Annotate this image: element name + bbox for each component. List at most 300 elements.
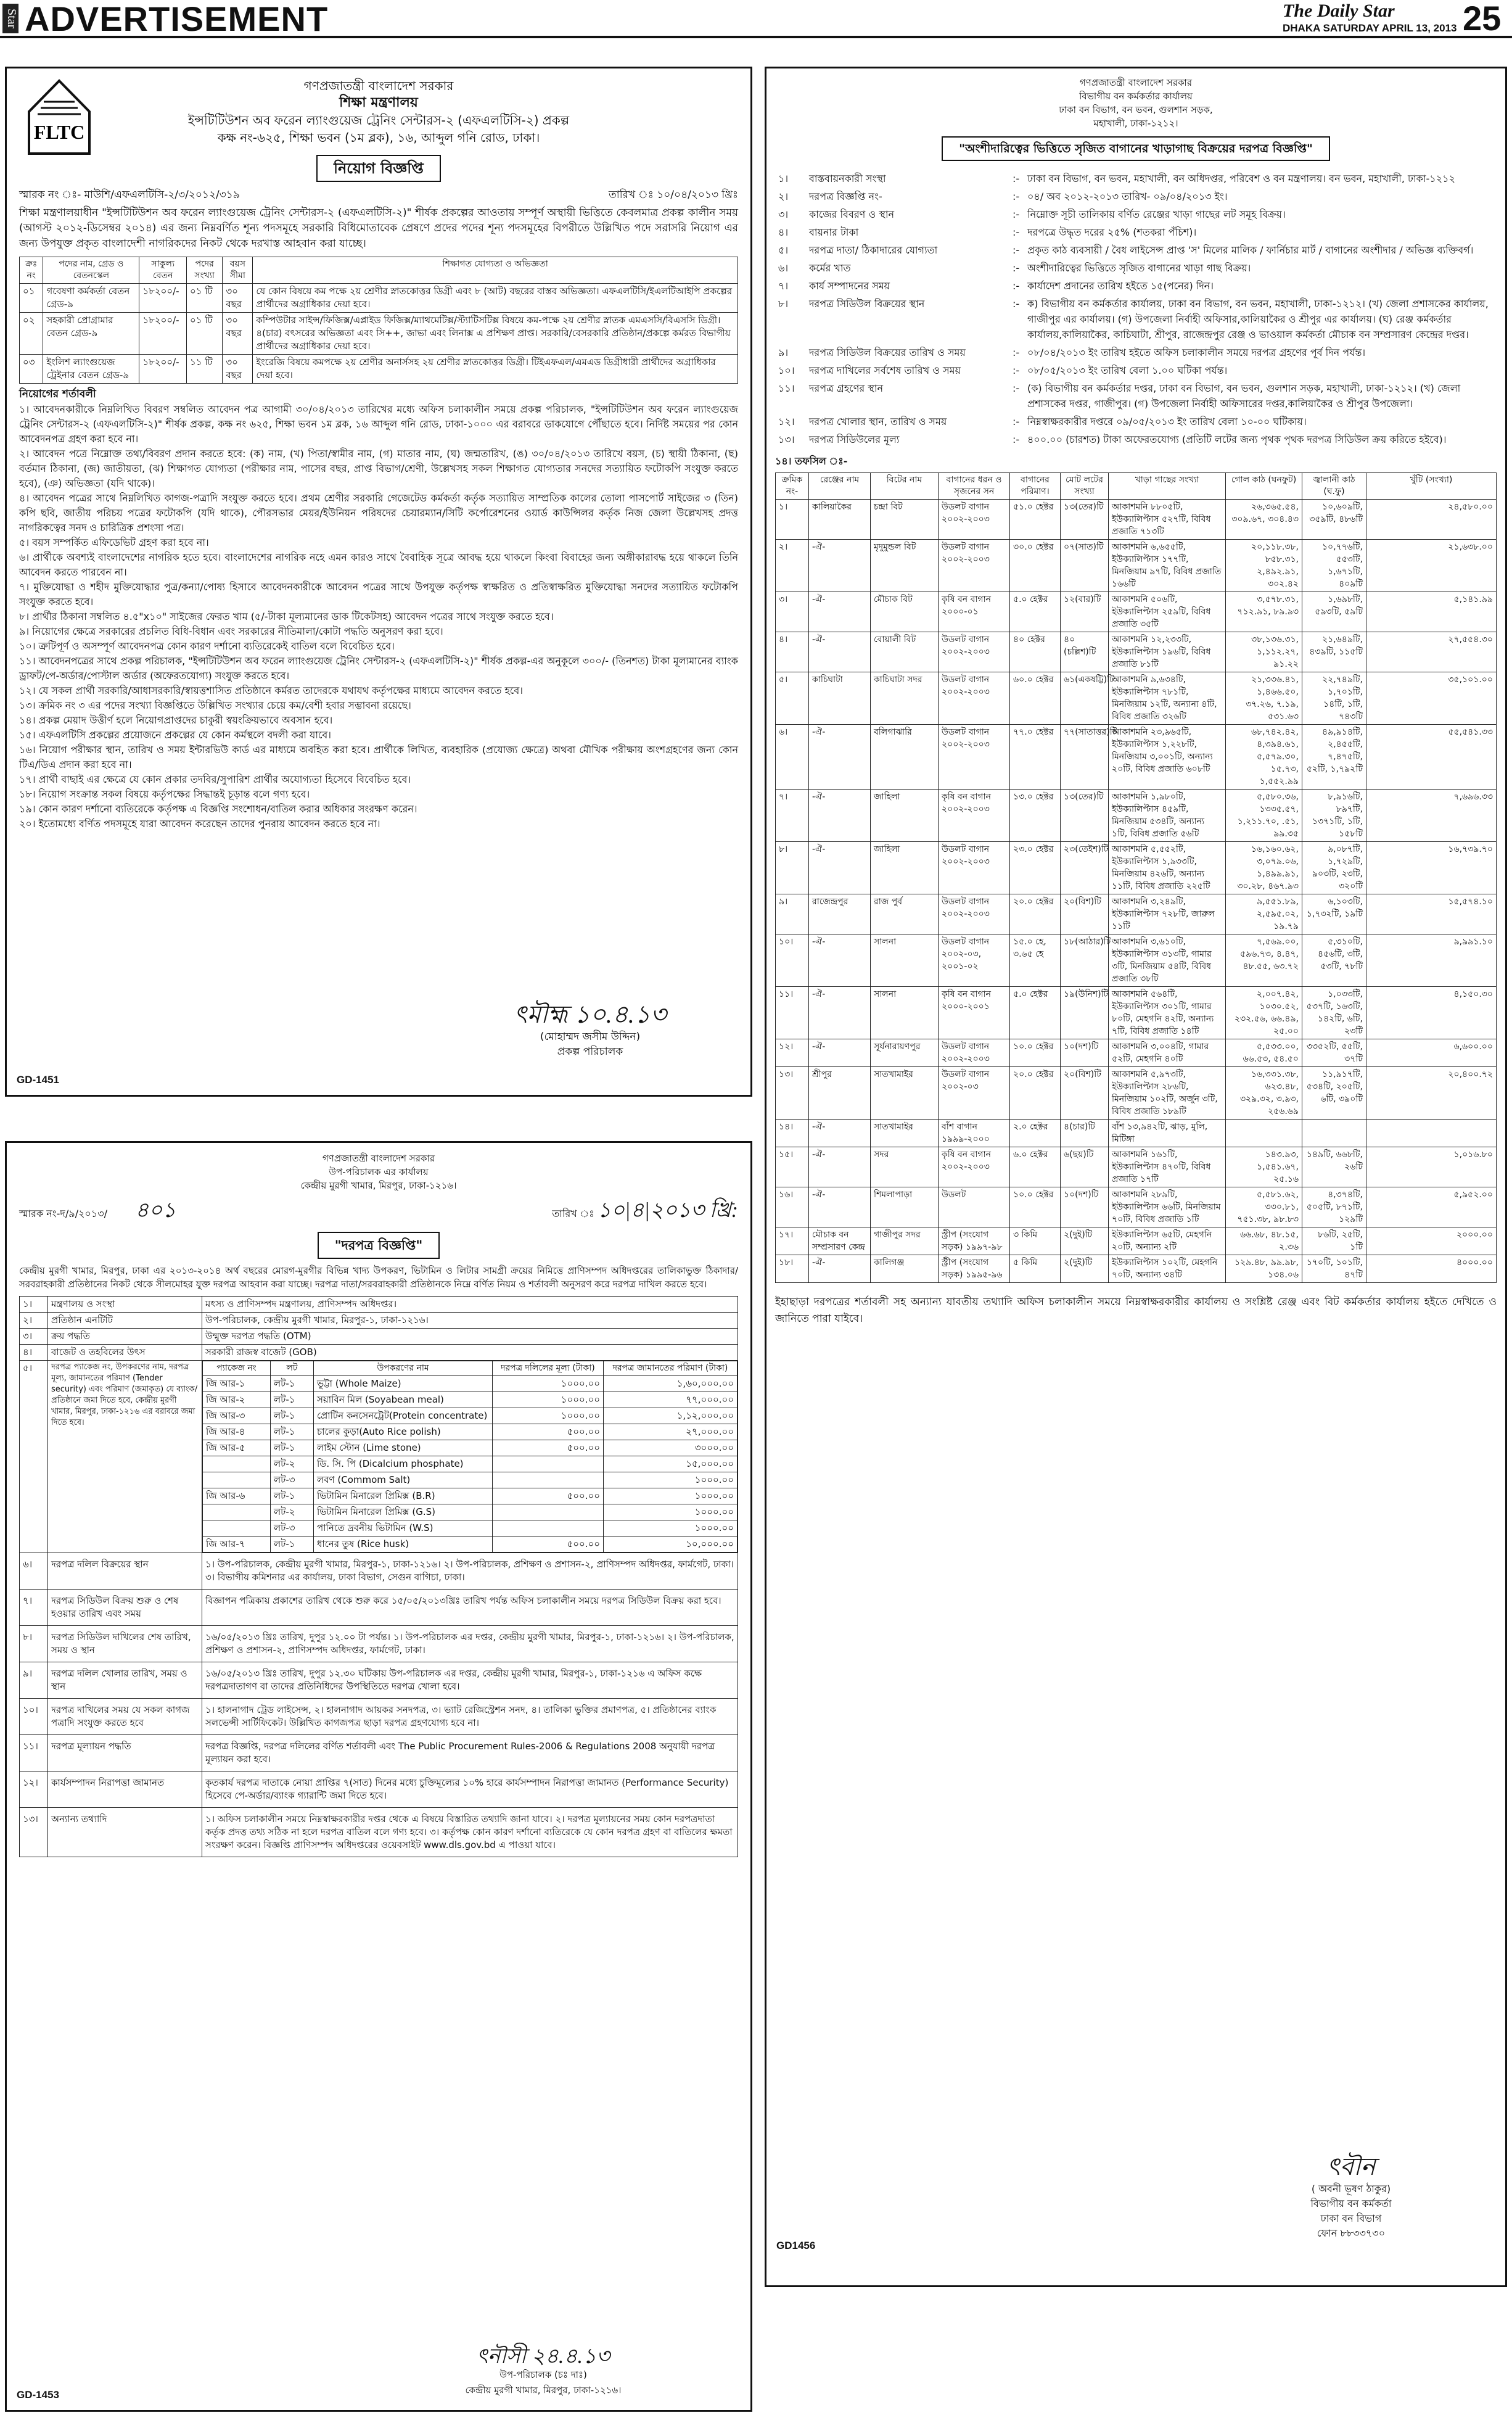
info-cell-value: মৎস্য ও প্রাণিসম্পদ মন্ত্রণালয়, প্রাণিসম্পদ অধিদপ্তর। bbox=[202, 1297, 738, 1313]
lot-cell-lot: লট-১ bbox=[271, 1536, 314, 1553]
recruitment-ad bbox=[5, 67, 752, 1097]
lot-cell-item: প্রোটিন কনসেনট্রেট(Protein concentrate) bbox=[314, 1408, 493, 1424]
table-row bbox=[775, 223, 1497, 241]
lot-cell-security: ১০০০.০০ bbox=[604, 1488, 738, 1504]
table-row bbox=[776, 1187, 1497, 1227]
schedule-header: বিটের নাম bbox=[871, 473, 939, 500]
term-item: ৮। প্রার্থীর ঠিকানা সম্বলিত ৪.৫"x১০" সাইজের ফেরত খাম (৫/-টাকা মূল্যমানের ডাক টিকেটসহ) আবেদন পত্রের সাথে সংযুক্ত করতে হবে। bbox=[19, 611, 554, 622]
lot-cell-pkg: জি আর-৭ bbox=[203, 1536, 271, 1553]
table-row bbox=[20, 1808, 738, 1857]
schedule-cell-no: ৪। bbox=[776, 632, 809, 672]
info-value: ক) বিভাগীয় বন কর্মকর্তার কার্যালয়, ঢাকা বন বিভাগ, বন ভবন, মহাখালী, ঢাকা-১২১২। (খ) জেলা প্রশাসকের কার্যালয়, গাজীপুর এর কার্যালয়। (গ) উপজেলা নির্বাহী অফিসার,কালিয়াকৈর ও শ্রীপুর এর কার্যালয়। (ঘ) রেঞ্জ কর্মকর্তার কার্যালয়,কালিয়াকৈর, কাচিঘাটা, শ্রীপুর, রাজেন্দ্রপুর রেঞ্জ ও ভাওয়াল কর্মকর্তা মৌচাক বন সম্প্রসারণ কেন্দ্রের দপ্তর। bbox=[1027, 298, 1489, 340]
info-value: কার্যাদেশ প্রদানের তারিখ হইতে ১৫(পনের) দিন। bbox=[1027, 280, 1214, 292]
info-value: নিম্নোক্ত সূচী তালিকায় বর্ণিত রেঞ্জের খাড়া গাছের লট সমূহ বিক্রয়। bbox=[1027, 208, 1286, 220]
schedule-cell-beat: বোয়ালী বিট bbox=[871, 632, 939, 672]
schedule-cell-no: ৩। bbox=[776, 592, 809, 632]
table-row bbox=[776, 1227, 1497, 1255]
ad2-office: উপ-পরিচালক এর কার্যালয় bbox=[329, 1166, 429, 1178]
lot-cell-pkg: জি আর-৩ bbox=[203, 1408, 271, 1424]
schedule-cell-log: ৫,৫৮০.৩৬, ১৩৩৫.৫৭, ১,২১১.৭০, .৫১, ৯৯.৩৫ bbox=[1226, 790, 1302, 842]
info-no: ৮। bbox=[778, 298, 789, 310]
table-row bbox=[20, 284, 738, 313]
schedule-cell-fuel: ২১,৬৪৯টি, ৪৩৯টি, ১১৫টি bbox=[1302, 632, 1366, 672]
page-number: 25 bbox=[1463, 0, 1502, 38]
lot-cell-price bbox=[493, 1456, 604, 1472]
ad2-signer-office: উপ-পরিচালক (চঃ দাঃ) bbox=[499, 2369, 587, 2380]
table-row bbox=[203, 1456, 738, 1472]
tender-info-table: ১। মন্ত্রণালয় ও সংস্থা মৎস্য ও প্রাণিসম্পদ মন্ত্রণালয়, প্রাণিসম্পদ অধিদপ্তর। ২। প্রতিষ্ঠান এনটিটি উপ-পরিচালক, কেন্দ্রীয় মুরগী খামার, মিরপুর-১, ঢাকা-১২১৬। ৩। ক্রয় পদ্ধতি উন্মুক্ত দরপত্র পদ্ধতি (OTM) ৪। বাজেট ও তহবিলের উৎস সরকারী রাজস্ব বাজেট (GOB) ৫। দরপত্র প্যাকেজ নং, উপকরণের নাম, দরপত্র মূল্য, জামানতের পরিমাণ (Tender security) এবং পরিমাণ (জমাকৃত) যে ব্যাংক/প্রতিষ্ঠানে জমা দিতে হবে, কেন্দ্রীয় মুরগী খামার, মিরপুর, ঢাকা-১২১৬ এর বরাবরে জমা দিতে হবে। প্যাকেজ নং লট উপকরণের নাম দরপত্র দলিলের মূল্য (টাকা) দরপত্র জামানতের পরিমাণ (টাকা) জি আর-১ লট-১ ভুট্টা (Whole Maize) ১০০০.০০ ১,৬০,০০০.০০ জি আর-২ লট-১ সয়াবিন মিল (Soyabean meal) ১০০০.০০ ৭৭,০০০.০০ জি আর-৩ লট-১ প্রোটিন কনসেনট্রেট(Protein concentrate) ১০০০.০০ ১,১২,০০০.০০ জি আর-৪ লট-১ চালের কুড়া(Auto Rice polish) ৫০০.০০ ২৭,০০০.০০ জি আর-৫ লট-১ লাইম স্টোন (Lime stone) ৫০০.০০ ৩০০০.০০ লট-২ ডি. সি. পি (Dicalcium phosphate) ১৫,০০০.০০ লট-৩ লবণ (Commom Salt) ১০০০.০০ জি আর-৬ লট-১ ভিটামিন মিনারেল প্রিমিক্স (B.R) ৫০০.০০ ১০০০.০০ লট-২ ভিটামিন মিনারেল প্রিমিক্স (G.S) ১০০০.০০ লট-৩ পানিতে দ্রবনীয় ভিটামিন (W.S) ১০০০.০০ জি আর-৭ লট-১ ধানের তুষ (Rice husk) ৫০০.০০ ১০,০০০.০০ ৬। দরপত্র দলিল বিক্রয়ের স্থান ১। উপ-পরিচালক, কেন্দ্রীয় মুরগী খামার, মিরপুর-১, ঢাকা-১২১৬। ২। উপ-পরিচালক, প্রশিক্ষণ ও প্রশাসন-২, প্রাণিসম্পদ অধিদপ্তর, ফার্মগেট, ঢাকা। ৩। বিভাগীয় কমিশনার এর কার্যালয়, ঢাকা বিভাগ, সেগুন বাগিচা, ঢাকা। ৭। দরপত্র সিডিউল বিক্রয় শুরু ও শেষ হওয়ার তারিখ এবং সময় বিজ্ঞাপন পত্রিকায় প্রকাশের তারিখ থেকে শুরু করে ১৫/০৫/২০১৩খ্রিঃ তারিখ পর্যন্ত অফিস চলাকালীন সময়ে দরপত্র সিডিউল বিক্রয় করা হবে। ৮। দরপত্র সিডিউল দাখিলের শেষ তারিখ, সময় ও স্থান ১৬/০৫/২০১৩ খ্রিঃ তারিখ, দুপুর ১২.০০ টা পর্যন্ত। ১। উপ-পরিচালক এর দপ্তর, কেন্দ্রীয় মুরগী খামার, মিরপুর-১, ঢাকা-১২১৬। ২। উপ-পরিচালক, প্রশিক্ষণ ও প্রশাসন-২, প্রাণিসম্পদ অধিদপ্তর, ফার্মগেট, ঢাকা। ৯। দরপত্র দলিল খোলার তারিখ, সময় ও স্থান ১৬/০৫/২০১৩ খ্রিঃ তারিখ, দুপুর ১২.৩০ ঘটিকায় উপ-পরিচালক এর দপ্তর, কেন্দ্রীয় মুরগী খামার, মিরপুর-১, ঢাকা-১২১৬ এ অফিস কক্ষে দরপত্রদাতাগণ বা তাদের প্রতিনিধিদের উপস্থিতিতে দরপত্র খোলা হবে। ১০। দরপত্র দাখিলের সময় যে সকল কাগজ পত্রাদি সংযুক্ত করতে হবে ১। হালনাগাদ ট্রেড লাইসেন্স, ২। হালনাগাদ আয়কর সনদপত্র, ৩। ভ্যাট রেজিস্ট্রেশন সনদ, ৪। তালিকা ভুক্তির প্রমাণপত্র, ৫। প্রতিষ্ঠানের ব্যাংক সলভেন্সী সার্টিফিকেট। উল্লিখিত কাগজপত্র ছাড়া দরপত্র গ্রহণযোগ্য হবে না। ১১। দরপত্র মূল্যায়ন পদ্ধতি দরপত্র বিজ্ঞপ্তি, দরপত্র দলিলের বর্ণিত শর্তাবলী এবং The Public Procurement Rules-2006 & Regulations 2008 অনুযায়ী দরপত্র মূল্যায়ন করা হবে। ১২। কার্যসম্পাদন নিরাপত্তা জামানত কৃতকার্য দরপত্র দাতাকে নোয়া প্রাপ্তির ৭(সাত) দিনের মধ্যে চুক্তিমূল্যের ১০% হারে কার্যসম্পাদন নিরাপত্তা জামানত (Performance Security) হিসেবে পে-অর্ডার/ব্যাংক গ্যারান্টি জমা দিতে হবে। ১৩। অন্যান্য তথ্যাদি ১। অফিস চলাকালীন সময়ে নিম্নস্বাক্ষরকারীর দপ্তর থেকে এ বিষয়ে বিস্তারিত তথ্যাদি জানা যাবে। ২। দরপত্র মূল্যায়নের সময় কোন দরপত্রদাতা কর্তৃক প্রদত্ত তথ্য সঠিক না হলে দরপত্র বাতিল বলে গণ্য হবে। ৩। কর্তৃপক্ষ কোন কারণ দর্শানো ব্যতিরেকে যে কোন দরপত্র গ্রহণ বা বাতিলের ক্ষমতা সংরক্ষণ করেন। বিজ্ঞপ্তি প্রাণিসম্পদ অধিদপ্তরের ওয়েবসাইট www.dls.gov.bd এ পাওয়া যাবে। bbox=[19, 1296, 738, 1857]
table-row bbox=[20, 1590, 738, 1626]
term-item: ৬। প্রার্থীকে অবশ্যই বাংলাদেশের নাগরিক হতে হবে। বাংলাদেশের নাগরিক নহে এমন কারও সাথে বৈবাহিক সূত্রে আবদ্ধ হয়ে থাকলে কিংবা বিবাহের জন্য অঙ্গীকারাবদ্ধ হয়ে থাকলে তিনি আবেদন করতে পারবেন না। bbox=[19, 551, 738, 578]
schedule-cell-fuel: ১১,৯১৭টি, ৫৩৪টি, ২০৫টি, ৬টি, ৩৯০টি bbox=[1302, 1067, 1366, 1120]
schedule-cell-lots: ৬(ছয়)টি bbox=[1061, 1147, 1109, 1187]
table-row bbox=[776, 790, 1497, 842]
schedule-cell-area: ১০.০ হেক্টর bbox=[1010, 1039, 1061, 1067]
schedule-cell-beat: সালনা bbox=[871, 934, 939, 987]
ad3-signer-title: বিভাগীয় বন কর্মকর্তা bbox=[1310, 2198, 1392, 2209]
info-label: কাজের বিবরণ ও স্থান bbox=[809, 208, 895, 220]
ad1-signature: ৎমৗহ্ম ১০.৪.১৩ bbox=[514, 1000, 667, 1028]
schedule-cell-fuel: ৮,৯১৬টি, ৮৯৭টি, ১৩৭১টি, ১টি, ১৫৮টি bbox=[1302, 790, 1366, 842]
lot-cell-price: ১০০০.০০ bbox=[493, 1392, 604, 1408]
info-cell-no: ১০। bbox=[20, 1699, 48, 1735]
info-cell-no: ৬। bbox=[20, 1553, 48, 1590]
info-cell-value: ১। হালনাগাদ ট্রেড লাইসেন্স, ২। হালনাগাদ আয়কর সনদপত্র, ৩। ভ্যাট রেজিস্ট্রেশন সনদ, ৪। তালিকা ভুক্তির প্রমাণপত্র, ৫। প্রতিষ্ঠানের ব্যাংক সলভেন্সী সার্টিফিকেট। উল্লিখিত কাগজপত্র ছাড়া দরপত্র গ্রহণযোগ্য হবে না। bbox=[202, 1699, 738, 1735]
schedule-cell-area: ৩০.০ হেক্টর bbox=[1010, 540, 1061, 592]
ad2-gd-code: GD-1453 bbox=[17, 2389, 59, 2401]
info-value: ০৮/০৪/২০১৩ ইং তারিখ হইতে অফিস চলাকালীন সময়ে দরপত্র গ্রহণের পূর্ব দিন পর্যন্ত। bbox=[1027, 347, 1366, 358]
term-item: ১৪। প্রকল্প মেয়াদ উত্তীর্ণ হলে নিয়োগপ্রাপ্তদের চাকুরী স্বয়ংক্রিয়ভাবে অবসান হবে। bbox=[19, 714, 333, 726]
info-label: দরপত্র দাতা/ ঠিকাদারের যোগ্যতা bbox=[809, 244, 938, 256]
lot-cell-lot: লট-১ bbox=[271, 1488, 314, 1504]
masthead: The Daily Star bbox=[1283, 1, 1395, 21]
lot-cell-security: ৭৭,০০০.০০ bbox=[604, 1392, 738, 1408]
lot-cell-lot: লট-১ bbox=[271, 1424, 314, 1440]
info-sep: :- bbox=[1013, 416, 1020, 427]
table-row bbox=[776, 632, 1497, 672]
schedule-cell-lots: ২৩(তেইশ)টি bbox=[1061, 842, 1109, 894]
info-no: ১০। bbox=[778, 365, 795, 376]
schedule-cell-pole: ২৭,৫৫৪.৩০ bbox=[1366, 632, 1497, 672]
table-row bbox=[203, 1520, 738, 1536]
table-row bbox=[20, 1735, 738, 1771]
lot-label: দরপত্র প্যাকেজ নং, উপকরণের নাম, দরপত্র মূল্য, জামানতের পরিমাণ (Tender security) এবং পরিমাণ (জমাকৃত) যে ব্যাংক/প্রতিষ্ঠানে জমা দিতে হবে, কেন্দ্রীয় মুরগী খামার, মিরপুর, ঢাকা-১২১৬ এর বরাবরে জমা দিতে হবে। bbox=[48, 1361, 202, 1553]
lot-cell-security: ১০০০.০০ bbox=[604, 1472, 738, 1488]
info-value: ৪০০.০০ (চারশত) টাকা অফেরতযোগ্য (প্রতিটি লটের জন্য পৃথক পৃথক দরপত্র সিডিউল ক্রয় করিতে হইবে)। bbox=[1027, 434, 1447, 445]
schedule-cell-area: ৬.০ হেক্টর bbox=[1010, 1147, 1061, 1187]
term-item: ১৩। ক্রমিক নং ৩ এর পদের সংখ্যা বিজ্ঞপ্তিতে উল্লিখিত সংখ্যার চেয়ে কম/বেশী হবার সম্ভাবনা রয়েছে। bbox=[19, 699, 411, 711]
lot-cell-price bbox=[493, 1504, 604, 1520]
table-row bbox=[20, 313, 738, 355]
schedule-cell-fuel: ৮৬টি, ২৫টি, ১টি bbox=[1302, 1227, 1366, 1255]
lot-cell-pkg: জি আর-৪ bbox=[203, 1424, 271, 1440]
term-item: ২। আবেদন পত্রে নিম্নোক্ত তথ্য/বিবরণ প্রদান করতে হবে: (ক) নাম, (খ) পিতা/স্বামীর নাম, (গ) মাতার নাম, (ঘ) জন্মতারিখ, (ঙ) ৩০/০৪/২০১৩ তারিখে বয়স, (চ) স্থায়ী ঠিকানা, (ছ) বর্তমান ঠিকানা, (জ) জাতীয়তা, (ঝ) শিক্ষাগত যোগ্যতা (পরীক্ষার নাম, পাসের বছর, প্রাপ্ত বিভাগ/শ্রেণী, উল্লেখসহ সকল শিক্ষাগত যোগ্যতার সনদের সত্যায়িত ফটোকপি সংযুক্ত করতে হবে), (ঞ) অভিজ্ঞতা (যদি থাকে)। bbox=[19, 448, 738, 489]
info-no: ৩। bbox=[778, 208, 789, 220]
ad2-gov: গণপ্রজাতন্ত্রী বাংলাদেশ সরকার bbox=[322, 1153, 435, 1164]
table-row bbox=[20, 1345, 738, 1361]
schedule-cell-trees: আকাশমনি ৫৬৪টি, ইউক্যালিপ্টাস ৩০১টি, গামার ৮০টি, মেহগনি ৪২টি, অন্যান্য ৭টি, বিবিধ প্রজাতি ১৪টি bbox=[1109, 987, 1226, 1039]
schedule-cell-beat: রাজ পুর্ব bbox=[871, 894, 939, 934]
ad3-gov: গণপ্রজাতন্ত্রী বাংলাদেশ সরকার bbox=[1079, 77, 1193, 88]
schedule-cell-log: ২০,১১৮.৩৮, ৮৫৮.৩১, ২,৪৯২.৯১, ৩০২.৪২ bbox=[1226, 540, 1302, 592]
ad2-signer-address: কেন্দ্রীয় মুরগী খামার, মিরপুর, ঢাকা-১২১৬। bbox=[465, 2385, 622, 2396]
schedule-cell-lots: ০৭(সাত)টি bbox=[1061, 540, 1109, 592]
info-value: নিম্নস্বাক্ষরকারীর দপ্তরে ০৯/০৫/২০১৩ ইং তারিখ বেলা ১০-০০ ঘটিকায়। bbox=[1027, 416, 1307, 427]
schedule-cell-log: ১২৯.৪৮, ৯৯.৯৮, ১৩৪.০৬ bbox=[1226, 1255, 1302, 1283]
table-row bbox=[776, 1120, 1497, 1147]
ad2-signature: ৎনৗসী ২৪.৪.১৩ bbox=[476, 2345, 610, 2368]
table-row bbox=[203, 1440, 738, 1456]
info-cell-value: দরপত্র বিজ্ঞপ্তি, দরপত্র দলিলের বর্ণিত শর্তাবলী এবং The Public Procurement Rules-2006 & Regulations 2008 অনুযায়ী দরপত্র মূল্যায়ন করা হবে। bbox=[202, 1735, 738, 1771]
schedule-cell-type: কৃষি বন বাগান ২০০০-০১ bbox=[939, 592, 1010, 632]
schedule-cell-pole: ২১,৬৩৮.০০ bbox=[1366, 540, 1497, 592]
schedule-cell-range: মৌচাক বন সম্প্রসারণ কেন্দ্র bbox=[809, 1227, 871, 1255]
posts-cell-age: ৩০ বছর bbox=[223, 355, 253, 384]
schedule-cell-trees: আকাশমনি ৯,৬৩৪টি, ইউক্যালিপ্টাস ৭৮১টি, মিনজিয়াম ১২টি, অন্যান্য ৪টি, বিবিধ প্রজাতি ৩২৬টি bbox=[1109, 672, 1226, 725]
table-row bbox=[20, 1297, 738, 1313]
lot-cell-lot: লট-৩ bbox=[271, 1520, 314, 1536]
schedule-cell-pole: ২০০০.০০ bbox=[1366, 1227, 1497, 1255]
posts-cell-post: গবেষণা কর্মকর্তা বেতন গ্রেড-৯ bbox=[43, 284, 139, 313]
lot-cell-pkg: জি আর-২ bbox=[203, 1392, 271, 1408]
schedule-cell-lots: ২(দুই)টি bbox=[1061, 1227, 1109, 1255]
info-label: বায়নার টাকা bbox=[809, 226, 859, 238]
info-cell-value: ১৬/০৫/২০১৩ খ্রিঃ তারিখ, দুপুর ১২.০০ টা পর্যন্ত। ১। উপ-পরিচালক এর দপ্তর, কেন্দ্রীয় মুরগী খামার, মিরপুর-১, ঢাকা-১২১৬। ২। উপ-পরিচালক, প্রশিক্ষণ ও প্রশাসন-২, প্রাণিসম্পদ অধিদপ্তর, ফার্মগেট, ঢাকা। bbox=[202, 1626, 738, 1662]
lot-table-header: উপকরণের নাম bbox=[314, 1361, 493, 1376]
schedule-cell-range: -ঐ- bbox=[809, 592, 871, 632]
schedule-cell-beat: মৃদুমুন্ডল বিট bbox=[871, 540, 939, 592]
ad1-intro: শিক্ষা মন্ত্রণালয়াধীন "ইন্সটিটিউশন অব ফরেন ল্যাংগুয়েজ ট্রেনিং সেন্টারস-২ (এফএলটিসি-২)" শীর্ষক প্রকল্পের আওতায় সম্পূর্ণ অস্থায়ী ভিত্তিতে কেবলমাত্র প্রকল্প কালীন সময় (আগস্ট ২০১২-ডিসেম্বর ২০১৪) এর জন্য নিম্নবর্ণিত শূন্য পদসমূহে সরকারি বিধিমোতাবেক প্রেষণে প্রদের পদের শূন্য পদসমূহের বিপরীতে উল্লিখিত পদে সরাসরি নিয়োগ এর জন্য উপযুক্ত প্রকৃত বাংলাদেশী নাগরিকদের নিকট থেকে দরখাস্ত আহবান করা যাচ্ছে। bbox=[19, 207, 738, 250]
lot-cell-item: লবণ (Commom Salt) bbox=[314, 1472, 493, 1488]
posts-table bbox=[19, 257, 738, 384]
schedule-cell-type: উডলট বাগান ২০০২-২০০৩ bbox=[939, 1039, 1010, 1067]
schedule-cell-fuel: ৪৯,৯১৪টি, ২,৪৫৫টি, ৭,৪৭৫টি, ৫২টি, ১,৭৯২টি bbox=[1302, 725, 1366, 790]
lot-cell-item: পানিতে দ্রবনীয় ভিটামিন (W.S) bbox=[314, 1520, 493, 1536]
schedule-cell-lots: ১০(দশ)টি bbox=[1061, 1187, 1109, 1227]
lot-cell-lot: লট-২ bbox=[271, 1456, 314, 1472]
lot-table-header: প্যাকেজ নং bbox=[203, 1361, 271, 1376]
info-cell-value: সরকারী রাজস্ব বাজেট (GOB) bbox=[202, 1345, 738, 1361]
info-cell-label: ক্রয় পদ্ধতি bbox=[48, 1329, 202, 1345]
schedule-cell-pole: ১,০১৬.৮০ bbox=[1366, 1147, 1497, 1187]
info-sep: :- bbox=[1013, 208, 1020, 220]
schedule-cell-beat: মৌচাক বিট bbox=[871, 592, 939, 632]
info-cell-no: ১। bbox=[20, 1297, 48, 1313]
lot-cell-price: ৫০০.০০ bbox=[493, 1424, 604, 1440]
schedule-cell-beat: গাজীপুর সদর bbox=[871, 1227, 939, 1255]
schedule-cell-range: -ঐ- bbox=[809, 632, 871, 672]
table-row bbox=[775, 361, 1497, 379]
table-row bbox=[20, 1699, 738, 1735]
schedule-cell-beat: সালনা bbox=[871, 987, 939, 1039]
info-no: ১। bbox=[778, 173, 789, 184]
info-sep: :- bbox=[1013, 244, 1020, 256]
schedule-cell-pole: ৪০০০.০০ bbox=[1366, 1255, 1497, 1283]
schedule-cell-type: উডলট বাগান ২০০২-২০০৩ bbox=[939, 725, 1010, 790]
table-row bbox=[776, 1147, 1497, 1187]
posts-cell-post: সহকারী প্রোগ্রামার বেতন গ্রেড-৯ bbox=[43, 313, 139, 355]
lot-cell-security: ১,৬০,০০০.০০ bbox=[604, 1376, 738, 1392]
schedule-cell-fuel: ১০,৭৭৬টি, ৫৫৩টি, ১,৬৭১টি, ৪০৯টি bbox=[1302, 540, 1366, 592]
posts-table-header: শিক্ষাগত যোগ্যতা ও অভিজ্ঞতা bbox=[253, 257, 738, 284]
schedule-cell-range: কাচিঘাটা bbox=[809, 672, 871, 725]
schedule-cell-no: ৯। bbox=[776, 894, 809, 934]
ad2-memo: স্মারক নং-দ/৯/২০১৩/ bbox=[19, 1208, 107, 1219]
schedule-cell-area: ২৩.০ হেক্টর bbox=[1010, 842, 1061, 894]
table-row bbox=[776, 1039, 1497, 1067]
info-cell-label: দরপত্র দলিল বিক্রয়ের স্থান bbox=[48, 1553, 202, 1590]
schedule-cell-log: ৫,৫৮১.৬২, ৩৩০.৮১, ৭৫১.৩৮, ৯৮.৮৩ bbox=[1226, 1187, 1302, 1227]
info-cell-label: মন্ত্রণালয় ও সংস্থা bbox=[48, 1297, 202, 1313]
table-row bbox=[203, 1408, 738, 1424]
info-no: ৯। bbox=[778, 347, 789, 358]
ad1-date: তারিখ ঃ ১০/০৪/২০১৩ খ্রিঃ bbox=[609, 189, 738, 201]
info-cell-no: ৩। bbox=[20, 1329, 48, 1345]
schedule-cell-log: ৫,৫৩৩.০০, ৬৬.৫৩, ৫৪.৫০ bbox=[1226, 1039, 1302, 1067]
schedule-cell-range: রাজেন্দ্রপুর bbox=[809, 894, 871, 934]
schedule-cell-no: ১৭। bbox=[776, 1227, 809, 1255]
lot-cell-item: ভুট্টা (Whole Maize) bbox=[314, 1376, 493, 1392]
info-cell-no: ৭। bbox=[20, 1590, 48, 1626]
info-sep: :- bbox=[1013, 365, 1020, 376]
schedule-cell-pole: ২৪,৫৮০.০০ bbox=[1366, 500, 1497, 540]
schedule-cell-type: উডলট bbox=[939, 1187, 1010, 1227]
lot-cell-security: ১৫,০০০.০০ bbox=[604, 1456, 738, 1472]
table-row bbox=[776, 987, 1497, 1039]
schedule-cell-beat: জাহিলা bbox=[871, 790, 939, 842]
schedule-cell-lots: ১৮(আঠার)টি bbox=[1061, 934, 1109, 987]
schedule-cell-fuel bbox=[1302, 1120, 1366, 1147]
lot-cell-security: ৩০০০.০০ bbox=[604, 1440, 738, 1456]
schedule-cell-fuel: ৪,৩৭৪টি, ৫০৫টি, ৮৭১টি, ১২৯টি bbox=[1302, 1187, 1366, 1227]
schedule-cell-range: -ঐ- bbox=[809, 725, 871, 790]
schedule-cell-pole: ৯,৯৯১.১০ bbox=[1366, 934, 1497, 987]
lot-cell-lot: লট-২ bbox=[271, 1504, 314, 1520]
schedule-cell-area: ৪০ হেক্টর bbox=[1010, 632, 1061, 672]
table-row bbox=[203, 1392, 738, 1408]
term-item: ১৯। কোন কারণ দর্শানো ব্যতিরেকে কর্তৃপক্ষ এ বিজ্ঞপ্তি সংশোধন/বাতিল করার অধিকার সংরক্ষণ করেন। bbox=[19, 803, 417, 815]
schedule-cell-type: উডলট বাগান ২০০২-২০০৩ bbox=[939, 894, 1010, 934]
schedule-cell-log: ৩,৫৭৮.৩১, ৭১২.৯১, ৮৯.৯৩ bbox=[1226, 592, 1302, 632]
schedule-header: গোল কাঠ (ঘনফুট) bbox=[1226, 473, 1302, 500]
schedule-cell-pole: ৫,৯৫২.০০ bbox=[1366, 1187, 1497, 1227]
info-cell-value: ১৬/০৫/২০১৩ খ্রিঃ তারিখ, দুপুর ১২.৩০ ঘটিকায় উপ-পরিচালক এর দপ্তর, কেন্দ্রীয় মুরগী খামার, মিরপুর-১, ঢাকা-১২১৬ এ অফিস কক্ষে দরপত্রদাতাগণ বা তাদের প্রতিনিধিদের উপস্থিতিতে দরপত্র খোলা হবে। bbox=[202, 1662, 738, 1699]
table-row bbox=[776, 725, 1497, 790]
schedule-cell-trees: আকাশমনি ২৮৯টি, ইউক্যালিপ্টাস ৬৬টি, মিনজিয়াম ৭০টি, বিবিধ প্রজাতি ১টি bbox=[1109, 1187, 1226, 1227]
forest-info-table bbox=[775, 170, 1497, 448]
lot-cell-item: সয়াবিন মিল (Soyabean meal) bbox=[314, 1392, 493, 1408]
posts-table-header: ক্রঃ নং bbox=[20, 257, 43, 284]
table-row bbox=[775, 188, 1497, 205]
schedule-cell-fuel: ৩৩৫২টি, ৫৫টি, ৩৭টি bbox=[1302, 1039, 1366, 1067]
schedule-cell-pole: ১৫,৫৭৪.১০ bbox=[1366, 894, 1497, 934]
schedule-cell-pole: ২০,৪০০.৭২ bbox=[1366, 1067, 1497, 1120]
info-cell-label: দরপত্র সিডিউল বিক্রয় শুরু ও শেষ হওয়ার তারিখ এবং সময় bbox=[48, 1590, 202, 1626]
table-row bbox=[775, 170, 1497, 188]
schedule-cell-type: স্ট্রীপ (সংযোগ সড়ক) ১৯৯৫-৯৬ bbox=[939, 1255, 1010, 1283]
schedule-cell-fuel: ৫,৩১০টি, ৪৫৬টি, ৩টি, ৫৩টি, ৭৮টি bbox=[1302, 934, 1366, 987]
ad1-project: ইন্সটিটিউশন অব ফরেন ল্যাংগুয়েজ ট্রেনিং সেন্টারস-২ (এফএলটিসি-২) প্রকল্প bbox=[187, 113, 570, 128]
lot-cell-security: ১০০০.০০ bbox=[604, 1520, 738, 1536]
schedule-cell-trees: আকাশমনি ১৬১টি, ইউক্যালিপ্টাস ৪৭০টি, বিবিধ প্রজাতি ১৭টি bbox=[1109, 1147, 1226, 1187]
schedule-cell-log: ২,০০৭.৪২, ১০৩০.৫২, ২৩২.৫৬, ৬৬.৪৯, ২৫.০০ bbox=[1226, 987, 1302, 1039]
lot-table bbox=[202, 1361, 738, 1553]
info-cell-value: কৃতকার্য দরপত্র দাতাকে নোয়া প্রাপ্তির ৭(সাত) দিনের মধ্যে চুক্তিমূল্যের ১০% হারে কার্যসম্পাদন নিরাপত্তা জামানত (Performance Security) হিসেবে পে-অর্ডার/ব্যাংক গ্যারান্টি জমা দিতে হবে। bbox=[202, 1771, 738, 1808]
ad1-memo: স্মারক নং ঃ- মাউশি/এফএলটিসি-২/৩/২০১২/৩১৯ bbox=[19, 189, 240, 201]
schedule-cell-lots: ৬১(একষট্টি)টি bbox=[1061, 672, 1109, 725]
schedule-cell-fuel: ১,০৩৩টি, ৫৩৭টি, ১৬৩টি, ১৪২টি, ৬টি, ২৩টি bbox=[1302, 987, 1366, 1039]
posts-table-header: বয়স সীমা bbox=[223, 257, 253, 284]
ad2-intro: কেন্দ্রীয় মুরগী খামার, মিরপুর, ঢাকা এর ২০১৩-২০১৪ অর্থ বছরের মোরগ-মুরগীর বিভিন্ন খাদ্য উপকরণ, ভিটামিন ও লিটার সামগ্রী ক্রয়ের নিমিত্তে প্রাণিসম্পদ অধিদপ্তরের তালিকাভুক্ত ঠিকাদার/সরবরাহকারী প্রতিষ্ঠানের নিকট থেকে সীলমোহর যুক্ত দরপত্র আহবান করা যাচ্ছে। দরপত্র দাতা/সরবরাহকারী প্রতিষ্ঠানকে নিম্নে বর্ণিত নিয়ম ও শর্তাবলী অনুসরণ করে দরপত্র দাখিল করতে হবে। bbox=[19, 1265, 738, 1290]
lot-cell-price: ৫০০.০০ bbox=[493, 1488, 604, 1504]
info-sep: :- bbox=[1013, 434, 1020, 445]
posts-cell-no: ০৩ bbox=[20, 355, 43, 384]
schedule-cell-log: ৭,৫৬৯.০০, ৫৯৬.৭৩, ৪.৪৭, ৪৮.৫৫, ৬৩.৭২ bbox=[1226, 934, 1302, 987]
schedule-cell-beat: কালিগঞ্জ bbox=[871, 1255, 939, 1283]
lot-cell-lot: লট-৩ bbox=[271, 1472, 314, 1488]
posts-cell-count: ০১ টি bbox=[187, 284, 223, 313]
ad3-phone: ফোন ৮৮৩৩৭৩০ bbox=[1317, 2227, 1386, 2239]
table-row bbox=[203, 1376, 738, 1392]
info-cell-value: বিজ্ঞাপন পত্রিকায় প্রকাশের তারিখ থেকে শুরু করে ১৫/০৫/২০১৩খ্রিঃ তারিখ পর্যন্ত অফিস চলাকালীন সময়ে দরপত্র সিডিউল বিক্রয় করা হবে। bbox=[202, 1590, 738, 1626]
schedule-cell-type: উডলট বাগান ২০০২-২০০৩ bbox=[939, 500, 1010, 540]
info-sep: :- bbox=[1013, 280, 1020, 292]
posts-cell-pay: ১৮২০০/- bbox=[139, 284, 187, 313]
term-item: ৫। বয়স সম্পর্কিত এফিডেভিট গ্রহণ করা হবে না। bbox=[19, 537, 209, 548]
schedule-cell-area: ৫.০ হেক্টর bbox=[1010, 592, 1061, 632]
schedule-cell-lots: ১৩(তের)টি bbox=[1061, 500, 1109, 540]
schedule-cell-no: ২। bbox=[776, 540, 809, 592]
lot-cell-pkg bbox=[203, 1456, 271, 1472]
schedule-cell-type: স্ট্রীপ (সংযোগ সড়ক) ১৯৯৭-৯৮ bbox=[939, 1227, 1010, 1255]
schedule-cell-area: ২০.০ হেক্টর bbox=[1010, 1067, 1061, 1120]
term-item: ১৬। নিয়োগ পরীক্ষার স্থান, তারিখ ও সময় ইন্টারভিউ কার্ড এর মাধ্যমে অবহিত করা হবে। প্রার্থীকে লিখিত, ব্যবহারিক (প্রযোজ্য ক্ষেত্রে) অথবা মৌখিক পরীক্ষায় অংশগ্রহণের জন্য কোন টিএ/ডিএ প্রদান করা হবে না। bbox=[19, 744, 738, 770]
table-row bbox=[20, 1313, 738, 1329]
info-label: দরপত্র সিডিউল বিক্রয়ের তারিখ ও সময় bbox=[809, 347, 966, 358]
lot-cell-item: ডি. সি. পি (Dicalcium phosphate) bbox=[314, 1456, 493, 1472]
schedule-cell-trees: আকাশমনি ৩,০০৪টি, গামার ৫২টি, মেহগনি ৪০টি bbox=[1109, 1039, 1226, 1067]
posts-cell-no: ০২ bbox=[20, 313, 43, 355]
schedule-cell-no: ১৬। bbox=[776, 1187, 809, 1227]
schedule-cell-trees: আকাশমনি ৬,৬৫৫টি, ইউক্যালিপ্টাস ১৭৭টি, মিনজিয়াম ৯৭টি, বিবিধ প্রজাতি ১৬৬টি bbox=[1109, 540, 1226, 592]
info-label: কার্য সম্পাদনের সময় bbox=[809, 280, 890, 292]
schedule-cell-range: -ঐ- bbox=[809, 1039, 871, 1067]
posts-cell-no: ০১ bbox=[20, 284, 43, 313]
posts-table-header: পদের সংখ্যা bbox=[187, 257, 223, 284]
info-cell-no: ৪। bbox=[20, 1345, 48, 1361]
table-row bbox=[203, 1504, 738, 1520]
lot-cell-lot: লট-১ bbox=[271, 1392, 314, 1408]
schedule-cell-fuel: ৬,১০৩টি, ১,৭৩২টি, ১৯টি bbox=[1302, 894, 1366, 934]
schedule-cell-pole: ৩৫,১০১.০০ bbox=[1366, 672, 1497, 725]
info-cell-value: ১। অফিস চলাকালীন সময়ে নিম্নস্বাক্ষরকারীর দপ্তর থেকে এ বিষয়ে বিস্তারিত তথ্যাদি জানা যাবে। ২। দরপত্র মূল্যায়নের সময় কোন দরপত্রদাতা কর্তৃক প্রদত্ত তথ্য সঠিক না হলে দরপত্র বাতিল বলে গণ্য হবে। ৩। কর্তৃপক্ষ কোন কারণ দর্শানো ব্যতিরেকে যে কোন দরপত্র গ্রহণ বা বাতিলের ক্ষমতা সংরক্ষণ করেন। বিজ্ঞপ্তি প্রাণিসম্পদ অধিদপ্তরের ওয়েবসাইট www.dls.gov.bd এ পাওয়া যাবে। bbox=[202, 1808, 738, 1857]
table-row bbox=[203, 1536, 738, 1553]
term-item: ১৭। প্রার্থী বাছাই এর ক্ষেত্রে যে কোন প্রকার তদবির/সুপারিশ প্রার্থীর অযোগ্যতা হিসেবে বিবেচিত হবে। bbox=[19, 773, 411, 785]
terms-list bbox=[19, 402, 738, 831]
schedule-cell-area: ১৫.০ হে, ৩.৬৫ হে bbox=[1010, 934, 1061, 987]
schedule-header: মোট লটের সংখ্যা bbox=[1061, 473, 1109, 500]
schedule-cell-trees: আকাশমনি ৮৮০৫টি, ইউক্যালিপ্টাস ৫২৭টি, বিবিধ প্রজাতি ৭১৩টি bbox=[1109, 500, 1226, 540]
table-row bbox=[776, 672, 1497, 725]
table-row bbox=[775, 379, 1497, 413]
table-row bbox=[776, 842, 1497, 894]
table-row bbox=[776, 934, 1497, 987]
info-sep: :- bbox=[1013, 298, 1020, 310]
lot-cell-item: ভিটামিন মিনারেল প্রিমিক্স (B.R) bbox=[314, 1488, 493, 1504]
schedule-cell-no: ১০। bbox=[776, 934, 809, 987]
posts-cell-qual: যে কোন বিষয়ে কম পক্ষে ২য় শ্রেণীর স্নাতকোত্তর ডিগ্রী এবং ৮ (আট) বছরের বাস্তব অভিজ্ঞতা। এফএলটিসি/ইএলটিআইপি প্রকল্পের প্রার্থীদের অগ্রাধিকার দেয়া হবে। bbox=[253, 284, 738, 313]
page-header bbox=[0, 0, 1512, 38]
info-value: ০৪/ অব ২০১২-২০১৩ তারিখ- ০৯/০৪/২০১৩ ইং। bbox=[1027, 191, 1228, 202]
info-cell-no: ১৩। bbox=[20, 1808, 48, 1857]
schedule-cell-type: উডলট বাগান ২০০২-২০০৩ bbox=[939, 842, 1010, 894]
schedule-cell-type: উডলট বাগান ২০০২-০৩ bbox=[939, 1067, 1010, 1120]
info-label: বাস্তবায়নকারী সংস্থা bbox=[809, 173, 886, 184]
lot-cell-item: ধানের তুষ (Rice husk) bbox=[314, 1536, 493, 1553]
schedule-header: ক্রমিক নং- bbox=[776, 473, 809, 500]
schedule-cell-beat: শিমলাপাড়া bbox=[871, 1187, 939, 1227]
info-cell-label: অন্যান্য তথ্যাদি bbox=[48, 1808, 202, 1857]
schedule-cell-log: ১৬,৩৩১.৩৮, ৬২৩.৪৮, ৩২৯.৩২, ৩.৯৩, ২৫৬.৬৯ bbox=[1226, 1067, 1302, 1120]
lot-cell-pkg bbox=[203, 1520, 271, 1536]
schedule-cell-log: ৬৬.৬৮, ৪৮.১৫, ২.৩৬ bbox=[1226, 1227, 1302, 1255]
schedule-cell-lots: ১৩(তের)টি bbox=[1061, 790, 1109, 842]
fltc-logo-text: FLTC bbox=[33, 121, 85, 143]
dateline: DHAKA SATURDAY APRIL 13, 2013 bbox=[1283, 22, 1457, 34]
table-row bbox=[775, 205, 1497, 223]
schedule-cell-area: ৭৭.০ হেক্টর bbox=[1010, 725, 1061, 790]
schedule-cell-beat: কাচিঘাটা সদর bbox=[871, 672, 939, 725]
table-row bbox=[20, 1771, 738, 1808]
info-sep: :- bbox=[1013, 262, 1020, 274]
ad1-address: কক্ষ নং-৬২৫, শিক্ষা ভবন (১ম ব্লক), ১৬, আব্দুল গনি রোড, ঢাকা। bbox=[217, 130, 540, 145]
schedule-cell-no: ৫। bbox=[776, 672, 809, 725]
schedule-cell-trees: আকাশমনি ১২,২৩৩টি, ইউক্যালিপ্টাস ১৯৬টি, বিবিধ প্রজাতি ৮১টি bbox=[1109, 632, 1226, 672]
schedule-cell-log: ৯,৫৫১.৮৯, ২,৫৯৫.০২, ১৯.৭৯ bbox=[1226, 894, 1302, 934]
schedule-cell-trees: আকাশমনি ৩,৬১০টি, ইউক্যালিপ্টাস ৩১৩টি, গামার ৩টি, মিনজিয়াম ৫৪টি, বিবিধ প্রজাতি ৩৮টি bbox=[1109, 934, 1226, 987]
schedule-cell-pole: ৬,৬০০.০০ bbox=[1366, 1039, 1497, 1067]
schedule-cell-no: ১১। bbox=[776, 987, 809, 1039]
info-cell-no: ২। bbox=[20, 1313, 48, 1329]
table-row bbox=[203, 1488, 738, 1504]
table-row bbox=[775, 277, 1497, 295]
schedule-cell-beat: বলিগাঝারি bbox=[871, 725, 939, 790]
ad3-signer: ( অবনী ভূষণ ঠাকুর) bbox=[1311, 2183, 1391, 2195]
schedule-cell-range: শ্রীপুর bbox=[809, 1067, 871, 1120]
ad3-division: ঢাকা বন বিভাগ, বন ভবন, গুলশান সড়ক, bbox=[1059, 104, 1213, 115]
ad1-gd-code: GD-1451 bbox=[17, 1074, 59, 1086]
posts-cell-pay: ১৮২০০/- bbox=[139, 355, 187, 384]
table-row bbox=[775, 431, 1497, 448]
lot-cell-security: ২৭,০০০.০০ bbox=[604, 1424, 738, 1440]
ad3-title: "অংশীদারিত্বের ভিত্তিতে সৃজিত বাগানের খাড়াগাছ বিক্রয়ের দরপত্র বিজ্ঞপ্তি" bbox=[942, 136, 1330, 161]
schedule-cell-log: ৩৮,১৩৬.৩১, ১,১১২.২৭, ৯১.২২ bbox=[1226, 632, 1302, 672]
info-cell-label: দরপত্র সিডিউল দাখিলের শেষ তারিখ, সময় ও স্থান bbox=[48, 1626, 202, 1662]
schedule-cell-lots: ৪০ (চল্লিশ)টি bbox=[1061, 632, 1109, 672]
schedule-cell-range: -ঐ- bbox=[809, 934, 871, 987]
lot-cell-pkg bbox=[203, 1504, 271, 1520]
term-item: ১৫। এফএলটিসি প্রকল্পের প্রয়োজনে প্রকল্পের যে কোন কর্মস্থলে বদলী করা যাবে। bbox=[19, 729, 332, 741]
schedule-cell-type: উডলট বাগান ২০০২-২০০৩ bbox=[939, 540, 1010, 592]
lot-cell-pkg: জি আর-৬ bbox=[203, 1488, 271, 1504]
schedule-cell-range: -ঐ- bbox=[809, 1120, 871, 1147]
lot-cell-item: চালের কুড়া(Auto Rice polish) bbox=[314, 1424, 493, 1440]
schedule-cell-range: -ঐ- bbox=[809, 1255, 871, 1283]
schedule-cell-lots: ১২(বার)টি bbox=[1061, 592, 1109, 632]
term-item: ৯। নিয়োগের ক্ষেত্রে সরকারের প্রচলিত বিধি-বিধান এবং সরকারের নীতিমালা/কোটা পদ্ধতি অনুসরণ করা হবে। bbox=[19, 625, 443, 637]
schedule-cell-fuel: ২২,৭৪৯টি, ১,৭০১টি, ১৪টি, ১টি, ৭৪৩টি bbox=[1302, 672, 1366, 725]
schedule-header: বাগানের ধরন ও সৃজনের সন bbox=[939, 473, 1010, 500]
